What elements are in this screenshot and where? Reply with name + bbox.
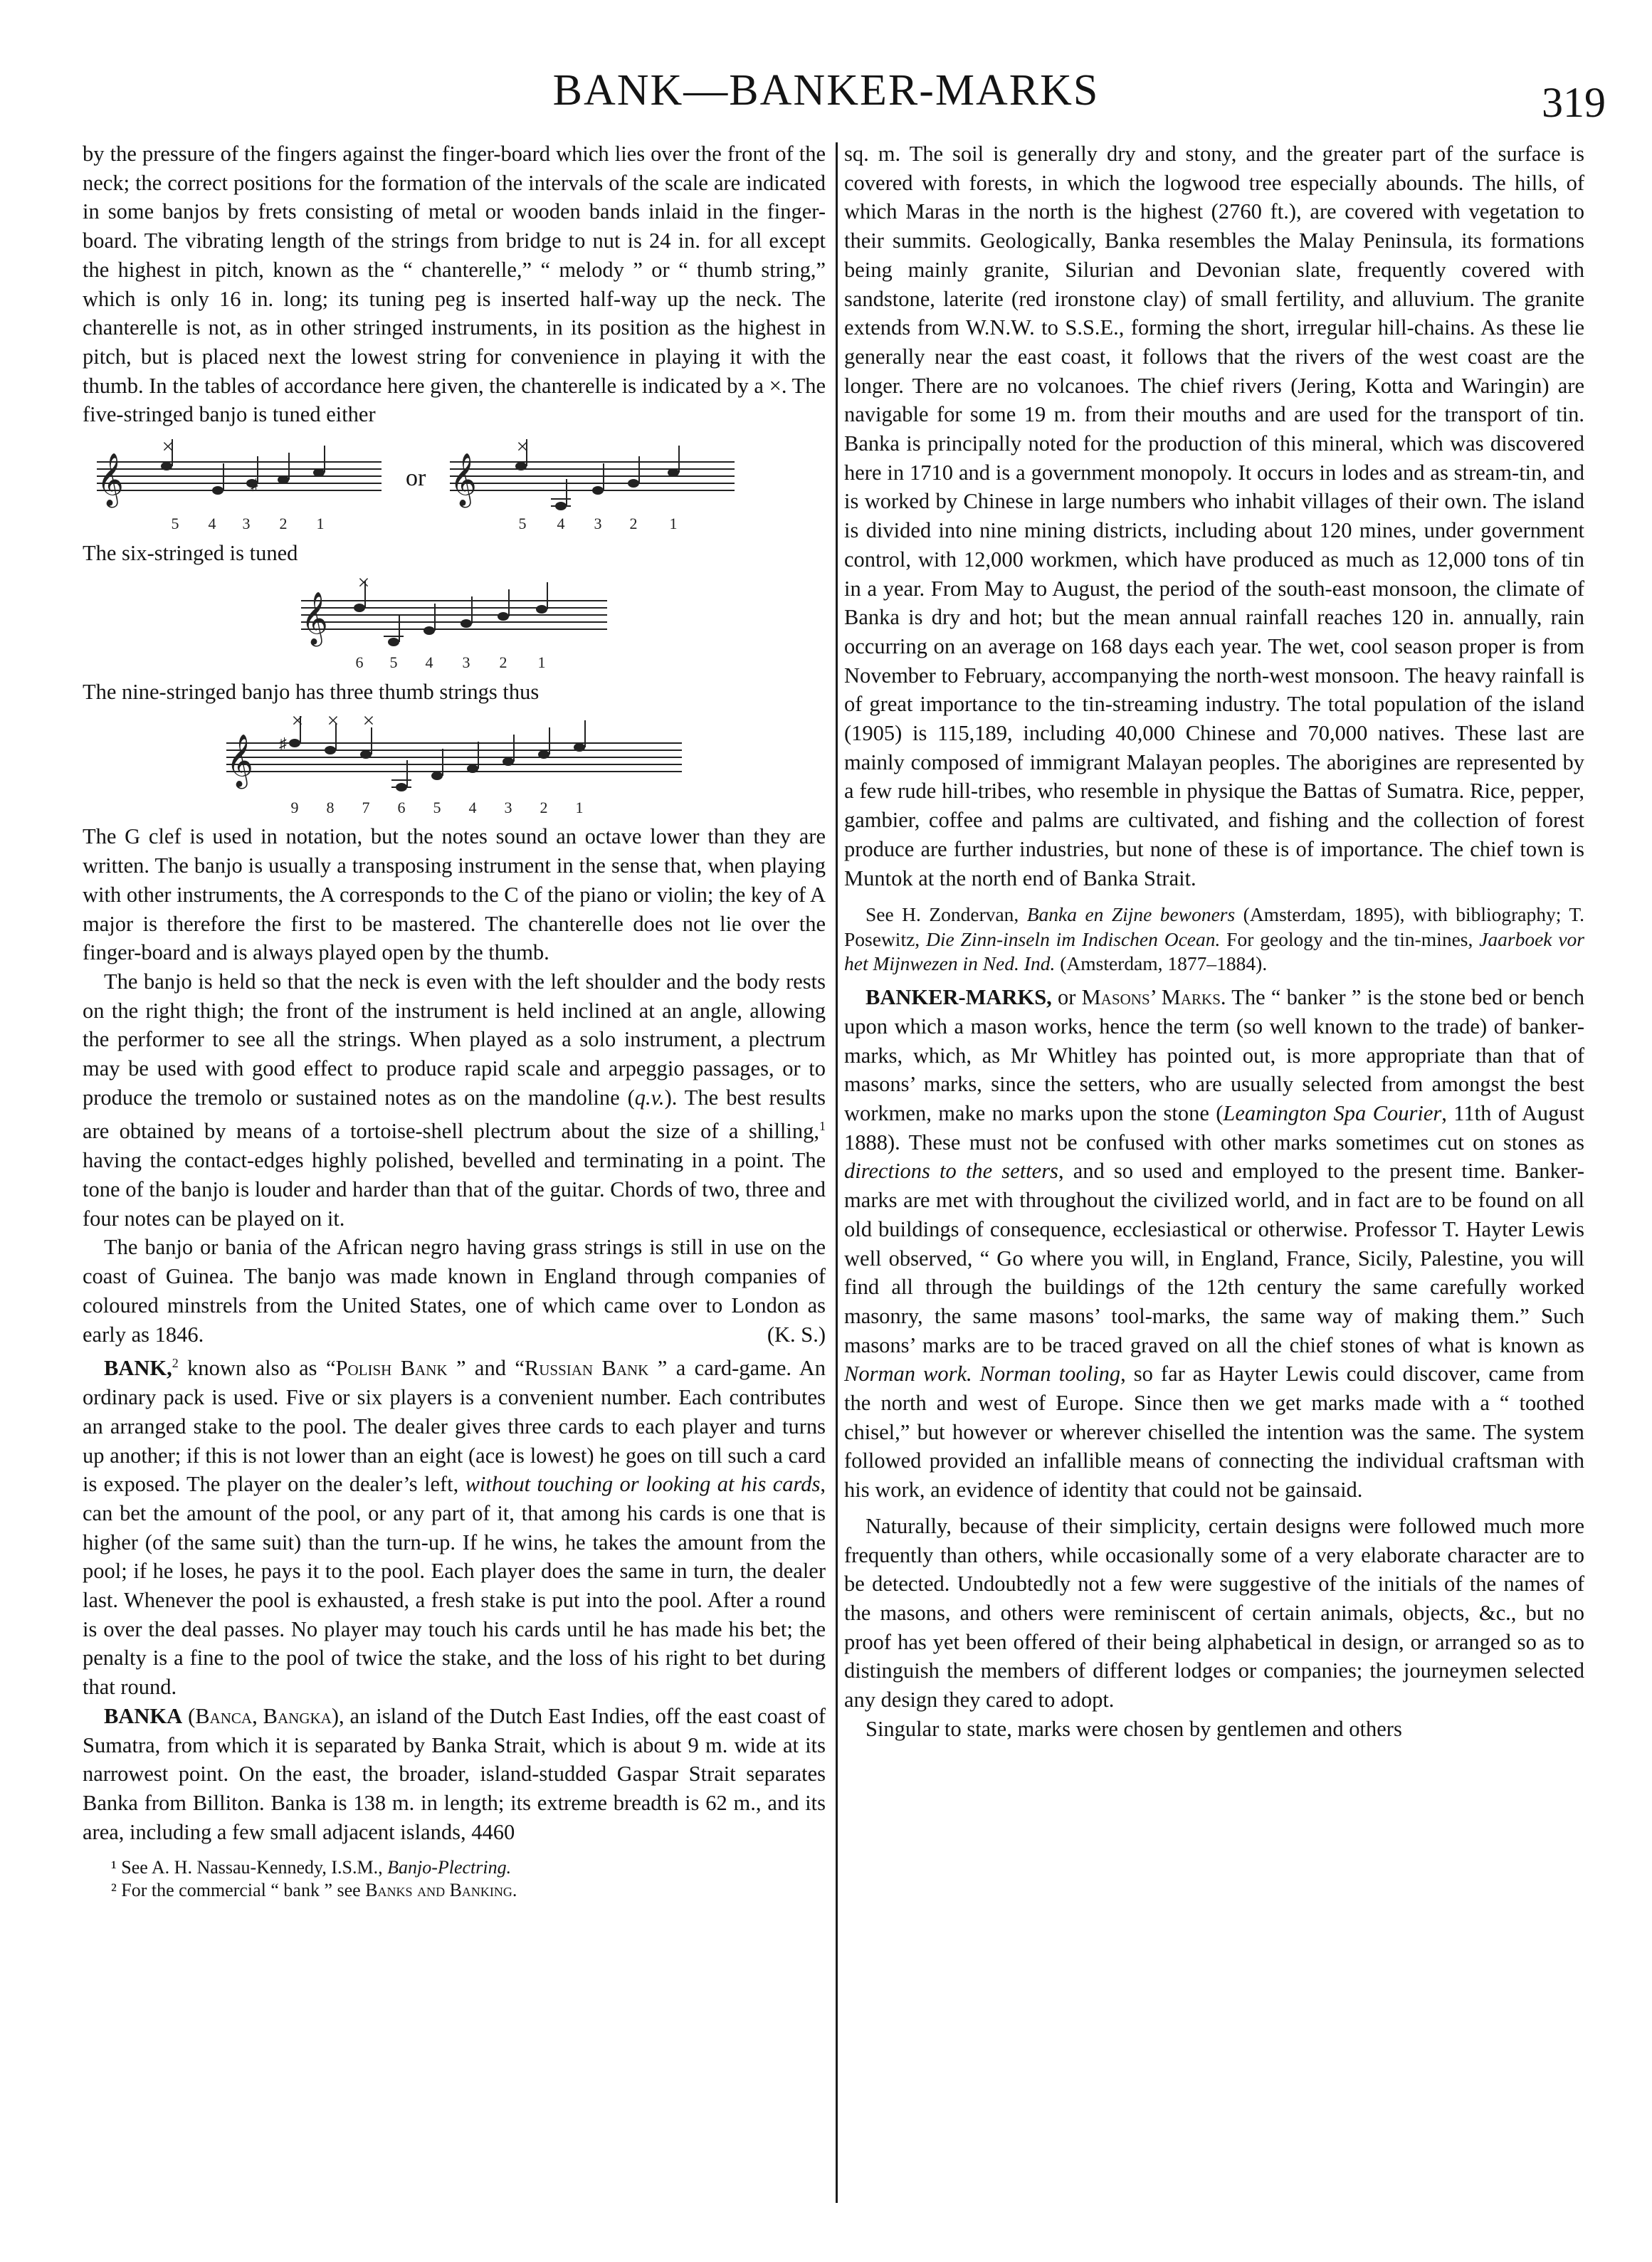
footnotes (83, 1856, 826, 1902)
entry-headword-banker-marks: BANKER-MARKS, (866, 985, 1052, 1010)
page-title: BANK—BANKER-MARKS (552, 66, 1100, 115)
chanterelle-mark-icon: × (291, 709, 304, 733)
page-number: 319 (1542, 79, 1606, 126)
svg-text:5: 5 (171, 515, 179, 533)
nine-string-staff (219, 706, 689, 822)
chanterelle-mark-icon: × (162, 435, 174, 459)
right-column (844, 140, 1584, 1743)
svg-text:3: 3 (594, 515, 602, 533)
nine-string-caption: The nine-stringed banjo has three thumb strings thus (83, 679, 540, 704)
svg-text:1: 1 (537, 653, 546, 671)
footnote-2: ² For the commercial “ bank ” see Banks and Banking. (111, 1880, 517, 1901)
singular-paragraph: Singular to state, marks were chosen by gentlemen and others (866, 1716, 1402, 1741)
banjo-intro-paragraph: by the pressure of the fingers against the finger-board which lies over the front of the neck; the correct positions for the formation of the intervals of the scale are indicated in some banjos by frets consisting of metal or wooden bands inlaid in the finger-board. The vibrating length of the strings from bridge to nut is 24 in. for all except the highest in pitch, known as the “ chanterelle,” “ melody ” or “ thumb string,” which is only 16 in. long; its tuning peg is inserted half-way up the neck. The chanterelle is not, as in other stringed instruments, in its position as the highest in pitch, but is placed next the lowest string for convenience in playing it with the thumb. In the tables of accordance here given, the chanterelle is indicated by a ×. The five-stringed banjo is tuned either (83, 142, 826, 427)
svg-text:1: 1 (669, 515, 678, 533)
svg-text:5: 5 (433, 799, 441, 817)
column-divider (836, 142, 838, 2203)
five-string-tunings (83, 429, 826, 539)
sharp-icon: ♯ (279, 735, 287, 753)
entry-headword-bank: BANK, (104, 1356, 172, 1381)
banka-references: See H. Zondervan, Banka en Zijne bewoners (Amsterdam, 1895), with bibliography; T. Posewitz, Die Zinn-inseln im Indischen Ocean. For geology and the tin-mines, Jaarboek vor het Mijnwezen in Ned. Ind. (Amsterdam, 1877–1884). (844, 903, 1584, 974)
left-column (83, 140, 826, 1902)
svg-text:7: 7 (362, 799, 370, 817)
chanterelle-mark-icon: × (516, 435, 529, 459)
svg-text:3: 3 (504, 799, 512, 817)
sharp-icon: ♯ (251, 475, 258, 494)
svg-text:3: 3 (242, 515, 251, 533)
or-word: or (406, 464, 426, 491)
svg-text:1: 1 (575, 799, 584, 817)
svg-text:4: 4 (468, 799, 477, 817)
banker-marks-entry: BANKER-MARKS, or Masons’ Marks. The “ banker ” is the stone bed or bench upon which a mason works, hence the term (so well known to the trade) of banker-marks, which, as Mr Whitley has pointed out, is more appropriate than that of masons’ marks, since the setters, who are usually selected from amongst the best workmen, make no marks upon the stone (Leamington Spa Courier, 11th of August 1888). These must not be confused with other marks sometimes cut on stones as directions to the setters, and so used and employed to the present time. Banker-marks are met with throughout the civilized world, and in fact are to be found on all old buildings of consequence, ecclesiastical or otherwise. Professor T. Hayter Lewis well observed, “ Go where you will, in England, France, Sicily, Palestine, you will find all through the buildings of the 12th century the same carefully worked masonry, the same masons’ tool-marks, the same way of making them.” Such masons’ marks are to be traced graved on all the chief stones of what is known as Norman work. Norman tooling, so far as Hayter Lewis could discover, came from the north and west of Europe. Since then we get marks made with a “ toothed chisel,” but however or wherever chiselled the intention was the same. The system followed provided an infallible means of connecting the individual craftsman with his work, an evidence of identity that could not be gainsaid. (844, 985, 1584, 1503)
footnote-1: ¹ See A. H. Nassau-Kennedy, I.S.M., Banjo-Plectring. (111, 1857, 512, 1878)
six-string-tuning (83, 568, 826, 678)
svg-text:4: 4 (425, 653, 433, 671)
banka-continuation: sq. m. The soil is generally dry and stony, and the greater part of the surface is covered with forests, in which the logwood tree especially abounds. The hills, of which Maras in the north is the highest (2760 ft.), are covered with vegetation to their summits. Geologically, Banka resembles the Malay Peninsula, its formations being mainly granite, Silurian and Devonian slate, frequently covered with sandstone, laterite (red ironstone clay) of small fertility, and alluvium. The granite extends from W.N.W. to S.S.E., forming the short, irregular hill-chains. As these lie generally near the east coast, it follows that the rivers of the west coast are the longer. There are no volcanoes. The chief rivers (Jering, Kotta and Waringin) are navigable for some 19 m. from their mouths and are used for the transport of tin. Banka is principally noted for the production of this mineral, which was discovered here in 1710 and is a government monopoly. It occurs in lodes and as stream-tin, and is worked by Chinese in large numbers who inhabit villages of their own. The island is divided into nine mining districts, including about 120 mines, under government control, with 12,000 workmen, which have produced as much as 12,000 tons of tin in a year. From May to August, the period of the south-east monsoon, the climate of Banka is dry and hot; but the mean annual rainfall reaches 120 in. annually, rain occurring on an average on 168 days each year. The wet, cool season proper is from November to February, accompanying the north-west monsoon. The heavy rainfall is of great importance to the tin-streaming industry. The total population of the island (1905) is 115,189, including 40,000 Chinese and 70,000 natives. These last are mainly composed of immigrant Malayan peoples. The aborigines are represented by a few rude hill-tribes, who resemble in physique the Battas of Sumatra. Rice, pepper, gambier, coffee and palms are cultivated, and fishing and the collection of forest produce are further industries, but none of these is of importance. The chief town is Muntok at the north end of Banka Strait. (844, 142, 1584, 890)
held-paragraph: The banjo is held so that the neck is even with the left shoulder and the body rests on the right thigh; the front of the instrument is held inclined at an angle, allowing the performer to see all the strings. When played as a solo instrument, a plectrum may be used with good effect to produce rapid scale and arpeggio passages, or to produce the tremolo or sustained notes as on the mandoline (q.v.). The best results are obtained by means of a tortoise-shell plectrum about the size of a shilling,$^1$ having the contact-edges highly polished, bevelled and terminating in a point. The tone of the banjo is louder and harder than that of the guitar. Chords of two, three and four notes can be played on it. (83, 969, 826, 1231)
treble-clef-icon: 𝄞 (450, 453, 478, 507)
svg-text:6: 6 (397, 799, 406, 817)
naturally-paragraph: Naturally, because of their simplicity, certain designs were followed much more frequently than others, while occasionally some of a very elaborate character are to be detected. Undoubtedly not a few were suggestive of the initials of the names of the masons, and others were reminiscent of certain animals, objects, &c., but no proof has yet been offered of their being alphabetical in design, or arranged so as to distinguish the members of different lodges or companies; the journeymen selected any design they cared to adopt. (844, 1513, 1584, 1713)
svg-text:9: 9 (290, 799, 299, 817)
svg-text:4: 4 (557, 515, 565, 533)
footnote-ref: 1 (819, 1119, 826, 1134)
svg-text:5: 5 (518, 515, 527, 533)
six-string-caption: The six-stringed is tuned (83, 541, 298, 566)
svg-text:3: 3 (462, 653, 470, 671)
treble-clef-icon: 𝄞 (226, 735, 253, 788)
bank-entry: BANK,$^2$ known also as “Polish Bank ” and “Russian Bank ” a card-game. An ordinary pack is used. Five or six players is a convenient number. Each contributes an arranged stake to the pool. The dealer gives three cards to each player and turns up another; if this is not lower than an eight (ace is lowest) he goes on till such a card is exposed. The player on the dealer’s left, without touching or looking at his cards, can bet the amount of the pool, or any part of it, that among his cards is one that is higher (of the same suit) than the turn-up. If he wins, he takes the amount from the pool; if he loses, he pays it to the pool. Each player does the same in turn, the dealer last. Whenever the pool is exhausted, a fresh stake is put into the pool. After a round is over the deal passes. No player may touch his cards until he has made his bet; the penalty is a fine to the pool of twice the stake, and the loss of his right to bet during that round. (83, 1356, 826, 1700)
six-string-staff (294, 568, 614, 678)
negro-paragraph: The banjo or bania of the African negro having grass strings is still in use on the coast of Guinea. The banjo was made known in England through companies of coloured minstrels from the United States, one of which came over to London as early as 1846. (K. S.) (83, 1233, 826, 1349)
chanterelle-mark-icon: × (327, 709, 340, 733)
svg-text:8: 8 (326, 799, 335, 817)
five-string-staff-b (443, 429, 749, 539)
svg-text:2: 2 (499, 653, 507, 671)
running-head (0, 65, 1652, 126)
nine-string-tuning (83, 706, 826, 822)
five-string-staff-a (83, 429, 389, 539)
chanterelle-mark-icon: × (357, 570, 370, 594)
entry-headword-banka: BANKA (104, 1703, 183, 1728)
clef-paragraph: The G clef is used in notation, but the notes sound an octave lower than they are written. The banjo is usually a transposing instrument in the sense that, when playing with other instruments, the A corresponds to the C of the piano or violin; the key of A major is therefore the first to be mastered. The chanterelle does not lie over the finger-board and is always played open by the thumb. (83, 824, 826, 965)
treble-clef-icon: 𝄞 (301, 591, 328, 645)
svg-text:1: 1 (316, 515, 325, 533)
svg-text:4: 4 (208, 515, 216, 533)
svg-text:2: 2 (540, 799, 548, 817)
treble-clef-icon: 𝄞 (97, 453, 124, 507)
svg-text:6: 6 (355, 653, 364, 671)
author-signature: (K. S.) (767, 1322, 826, 1347)
svg-text:2: 2 (279, 515, 288, 533)
svg-text:5: 5 (389, 653, 398, 671)
svg-text:2: 2 (629, 515, 638, 533)
chanterelle-mark-icon: × (362, 709, 375, 733)
banka-entry: BANKA (Banca, Bangka), an island of the Dutch East Indies, off the east coast of Sumatra, from which it is separated by Banka Strait, which is about 9 m. wide at its narrowest point. On the east, the broader, island-studded Gaspar Strait separates Banka from Billiton. Banka is 138 m. in length; its extreme breadth is 62 m., and its area, including a few small adjacent islands, 4460 (83, 1703, 826, 1844)
